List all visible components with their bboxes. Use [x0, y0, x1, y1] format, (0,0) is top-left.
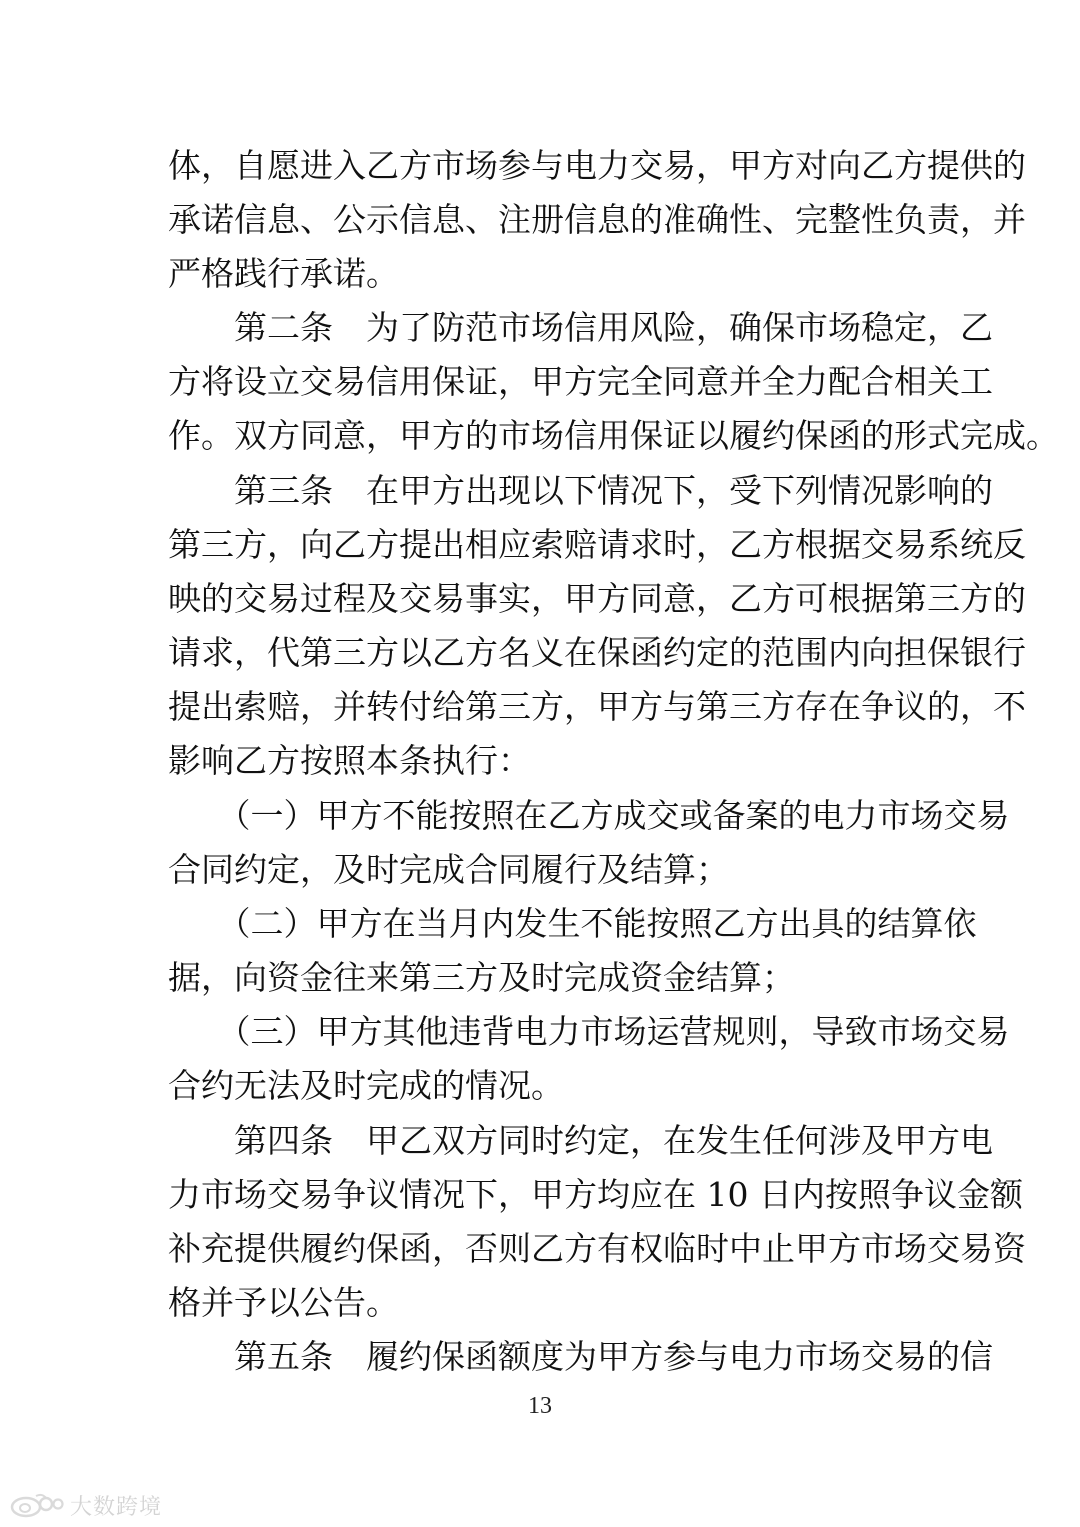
text-line: 提出索赔，并转付给第三方，甲方与第三方存在争议的，不 [168, 687, 1026, 726]
text-line: 体，自愿进入乙方市场参与电力交易，甲方对向乙方提供的 [168, 146, 1026, 185]
weibo-logo-icon [8, 1492, 64, 1518]
text-line: 格并予以公告。 [168, 1283, 399, 1322]
text-line: 第三方，向乙方提出相应索赔请求时，乙方根据交易系统反 [168, 525, 1026, 564]
text-line: 第四条 甲乙双方同时约定，在发生任何涉及甲方电 [168, 1121, 993, 1160]
text-line: 第二条 为了防范市场信用风险，确保市场稳定，乙 [168, 308, 993, 347]
text-line: 作。双方同意，甲方的市场信用保证以履约保函的形式完成。 [168, 416, 1059, 455]
text-line: 请求，代第三方以乙方名义在保函约定的范围内向担保银行 [168, 633, 1026, 672]
text-line: 严格践行承诺。 [168, 254, 399, 293]
text-line: 合同约定，及时完成合同履行及结算； [168, 850, 729, 889]
text-line: （三）甲方其他违背电力市场运营规则，导致市场交易 [168, 1012, 1010, 1051]
watermark-text: 大数跨境 [70, 1494, 163, 1520]
text-line: 影响乙方按照本条执行： [168, 741, 531, 780]
text-line: 力市场交易争议情况下，甲方均应在 10 日内按照争议金额 [168, 1175, 1023, 1214]
watermark [8, 1490, 162, 1520]
text-line: 据，向资金往来第三方及时完成资金结算； [168, 958, 795, 997]
page-number: 13 [528, 1393, 552, 1419]
text-line: 方将设立交易信用保证，甲方完全同意并全力配合相关工 [168, 362, 993, 401]
text-line: （一）甲方不能按照在乙方成交或备案的电力市场交易 [168, 796, 1010, 835]
text-line: 第五条 履约保函额度为甲方参与电力市场交易的信 [168, 1337, 993, 1376]
text-line: 承诺信息、公示信息、注册信息的准确性、完整性负责，并 [168, 200, 1026, 239]
text-line: 第三条 在甲方出现以下情况下，受下列情况影响的 [168, 471, 993, 510]
text-line: 映的交易过程及交易事实，甲方同意，乙方可根据第三方的 [168, 579, 1026, 618]
text-line: 合约无法及时完成的情况。 [168, 1066, 564, 1105]
text-line: （二）甲方在当月内发生不能按照乙方出具的结算依 [168, 904, 977, 943]
text-line: 补充提供履约保函，否则乙方有权临时中止甲方市场交易资 [168, 1229, 1026, 1268]
